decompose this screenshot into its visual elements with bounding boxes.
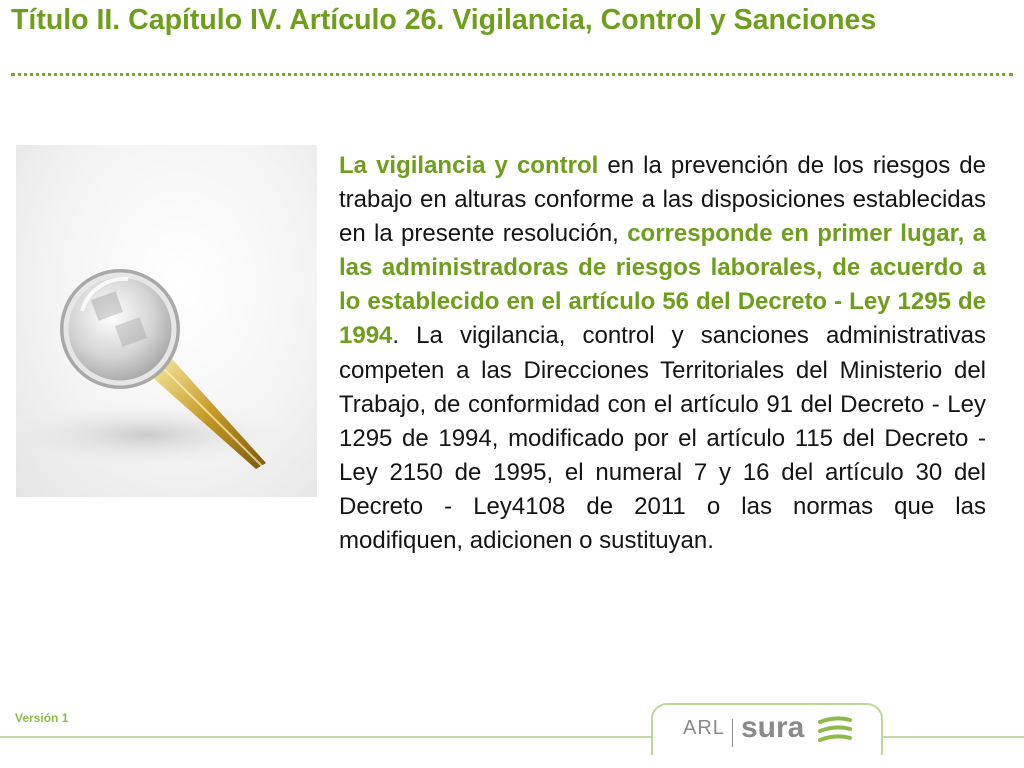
body-segment-2: . La vigilancia, control y sanciones administrativas competen a las Direcciones Territoriales del Ministerio del Trabajo, de conformidad con el artículo 91 del Decreto - Ley 1295 de 1994, modificado por el artículo 115 del Decreto - Ley 2150 de 1995, el numeral 7 y 16 del artículo 30 del Decreto - Ley4108 de 2011 o las normas que las modifiquen, adicionen o sustituyan.	[339, 322, 986, 555]
article-body-text	[339, 149, 986, 558]
logo-sura-text: sura	[741, 711, 805, 744]
highlight-vigilancia: La vigilancia y control	[339, 152, 599, 179]
slide-title: Título II. Capítulo IV. Artículo 26. Vigilancia, Control y Sanciones	[11, 4, 877, 36]
sura-leaf-icon	[818, 714, 852, 750]
logo-arl-text: ARL	[683, 717, 725, 739]
magnifying-glass-image	[16, 145, 317, 497]
logo-separator	[732, 719, 733, 747]
lens	[60, 269, 180, 389]
magnifying-glass-icon	[16, 145, 317, 497]
title-divider	[11, 73, 1013, 76]
body-segment-1: en la prevención de los riesgos de trabajo en alturas conforme a las disposiciones establecidas en la presente resolución,	[339, 152, 986, 248]
highlight-administradoras: corresponde en primer lugar, a las administradoras de riesgos laborales, de acuerdo a lo establecido en el artículo 56 del Decreto - Ley 1295 de 1994	[339, 220, 986, 350]
version-label: Versión 1	[15, 711, 69, 725]
arl-sura-logo	[651, 703, 883, 755]
